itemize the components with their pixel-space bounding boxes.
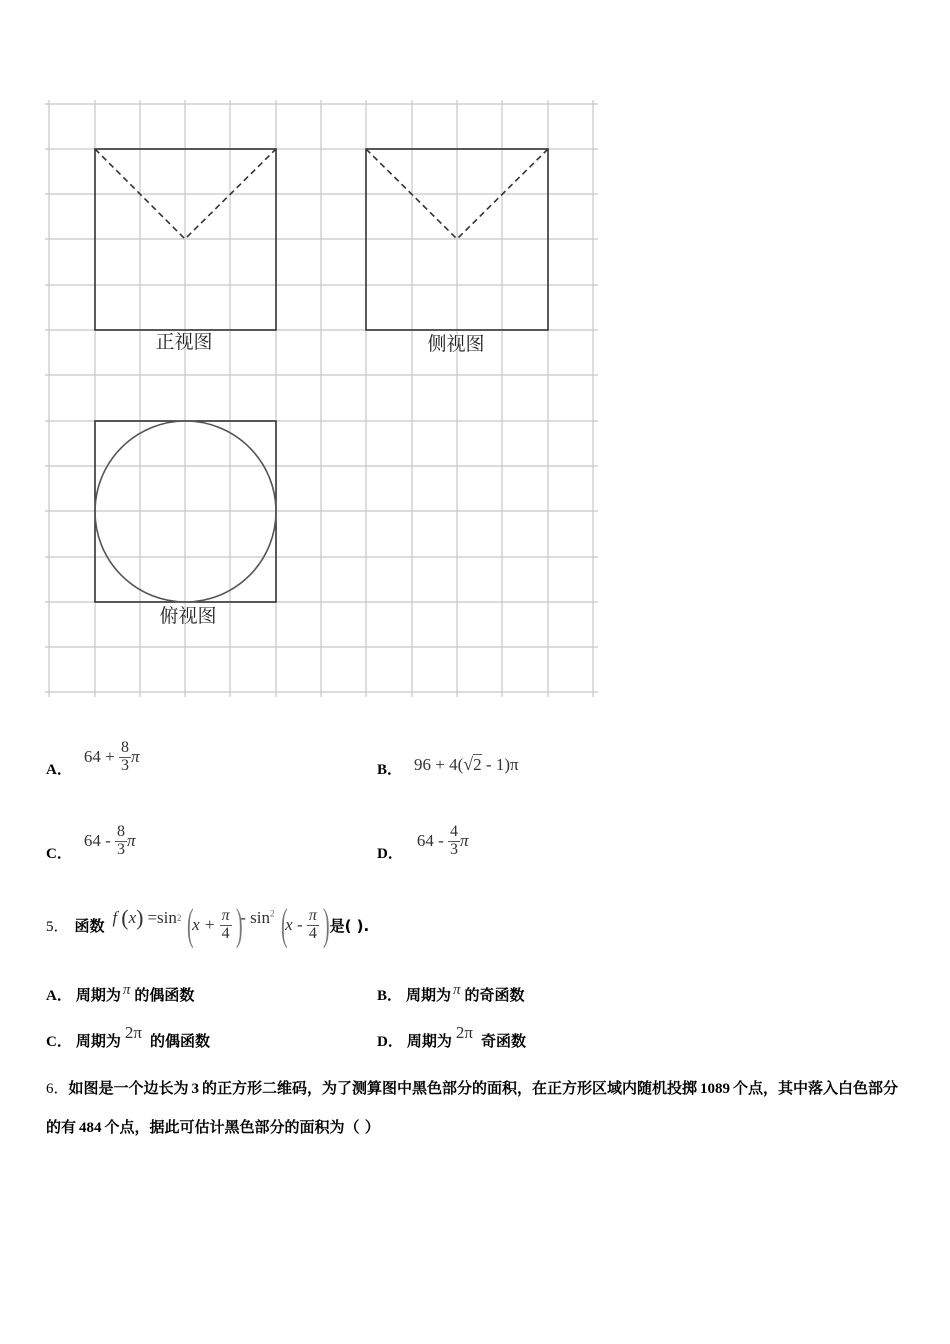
question-6-stem: 6．如图是一个边长为 3 的正方形二维码，为了测算图中黑色部分的面积，在正方形区域内随机投掷 1089 个点，其中落入白色部分的有 484 个点，据此可估计黑色部分的面积为（ ）: [46, 1079, 899, 1136]
q5-option-b[interactable]: [377, 984, 525, 1005]
option-text: 周期为: [406, 1032, 452, 1050]
question-5-stem: [46, 898, 369, 952]
minus-sin: - $\sin^2$: [240, 908, 275, 927]
q4-option-a[interactable]: [46, 732, 139, 782]
option-text: 周期为: [75, 986, 121, 1004]
option-letter: D．: [377, 1034, 403, 1050]
option-expression: 96 + 4(√2 - 1)π: [414, 754, 519, 774]
first-argument: ( x + $\frac{\pi}{4}$ ): [187, 900, 243, 949]
second-argument: ( x - $\frac{\pi}{4}$ ): [280, 900, 330, 949]
option-expression: 64 + $\frac{8}{3}$ π: [83, 738, 140, 774]
question-suffix: 是( ).: [329, 916, 370, 935]
function-expression: f ( x ) =sin 2: [112, 905, 182, 930]
option-letter: C．: [46, 845, 72, 862]
question-number: 5．: [46, 918, 69, 935]
option-expression: 64 - $\frac{8}{3}$ π: [83, 822, 136, 858]
option-letter: B．: [377, 988, 403, 1004]
grid: [45, 100, 598, 697]
option-text: 的奇函数: [464, 986, 525, 1004]
q5-option-d[interactable]: [377, 1022, 526, 1051]
option-text: 的偶函数: [149, 1032, 210, 1050]
q4-option-d[interactable]: [377, 816, 469, 866]
option-expression: 64 - $\frac{4}{3}$ π: [416, 822, 469, 858]
three-view-figure: [40, 95, 606, 705]
side-view-label: 侧视图: [427, 333, 485, 355]
option-text: 周期为: [406, 986, 452, 1004]
option-value: π: [122, 982, 131, 998]
q5-option-a[interactable]: [46, 984, 194, 1005]
option-value: 2π: [455, 1022, 473, 1042]
option-letter: C．: [46, 1034, 72, 1050]
question-prefix: 函数: [74, 916, 105, 935]
option-text: 的偶函数: [134, 986, 195, 1004]
q4-option-c[interactable]: [46, 816, 136, 866]
front-view-label: 正视图: [155, 331, 213, 353]
option-letter: A．: [46, 761, 72, 778]
option-text: 周期为: [75, 1032, 121, 1050]
option-letter: B．: [377, 762, 403, 778]
q5-option-c[interactable]: [46, 1022, 210, 1051]
question-number: 6．: [46, 1081, 69, 1097]
q4-option-b[interactable]: [377, 750, 519, 779]
option-text: 奇函数: [480, 1032, 526, 1050]
option-letter: A．: [46, 988, 72, 1004]
option-letter: D．: [377, 845, 403, 862]
option-value: 2π: [124, 1022, 142, 1042]
option-value: π: [453, 982, 461, 998]
top-view-label: 俯视图: [159, 605, 217, 627]
